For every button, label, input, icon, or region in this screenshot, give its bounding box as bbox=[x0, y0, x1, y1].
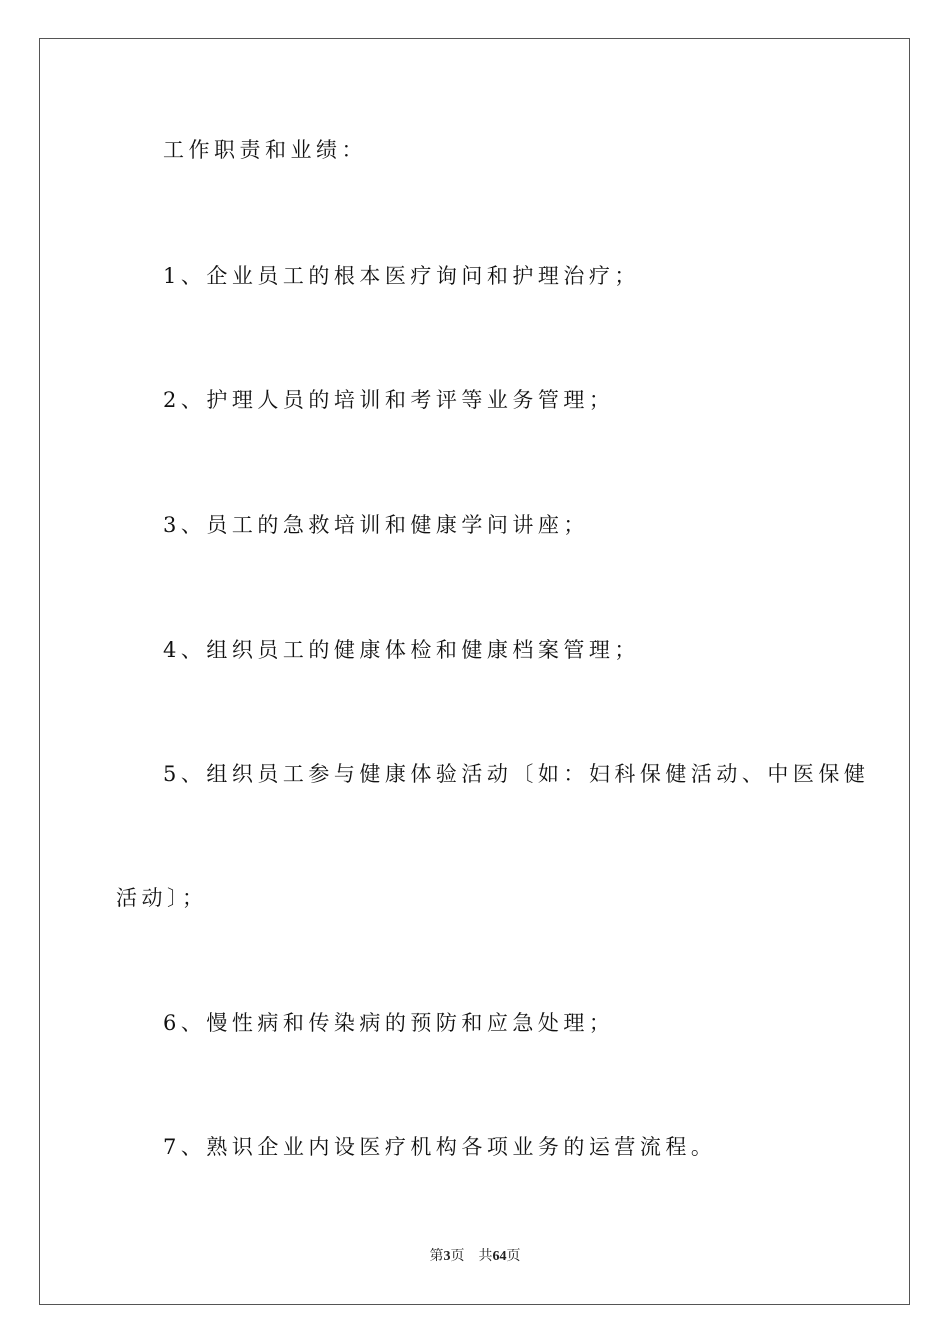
list-item: 4、组织员工的健康体检和健康档案管理； bbox=[163, 638, 640, 662]
page-prefix: 第 bbox=[429, 1249, 444, 1264]
list-item: 7、熟识企业内设医疗机构各项业务的运营流程。 bbox=[163, 1135, 717, 1159]
list-item-continuation: 活动〕； bbox=[116, 886, 208, 910]
list-item: 5、组织员工参与健康体验活动〔如：妇科保健活动、中医保健 bbox=[163, 762, 870, 786]
total-pages: 64 bbox=[492, 1249, 507, 1264]
list-item: 3、员工的急救培训和健康学问讲座； bbox=[163, 513, 589, 537]
page-suffix: 页 bbox=[450, 1249, 465, 1264]
list-item: 6、慢性病和传染病的预防和应急处理； bbox=[163, 1011, 615, 1035]
page-border bbox=[39, 38, 910, 1305]
page-number: 3 bbox=[443, 1249, 451, 1264]
total-suffix: 页 bbox=[506, 1249, 521, 1264]
list-item: 2、护理人员的培训和考评等业务管理； bbox=[163, 388, 615, 412]
page-footer bbox=[0, 1247, 950, 1267]
list-item: 1、企业员工的根本医疗询问和护理治疗； bbox=[163, 264, 640, 288]
section-heading: 工作职责和业绩： bbox=[163, 138, 367, 162]
total-prefix: 共 bbox=[478, 1249, 493, 1264]
